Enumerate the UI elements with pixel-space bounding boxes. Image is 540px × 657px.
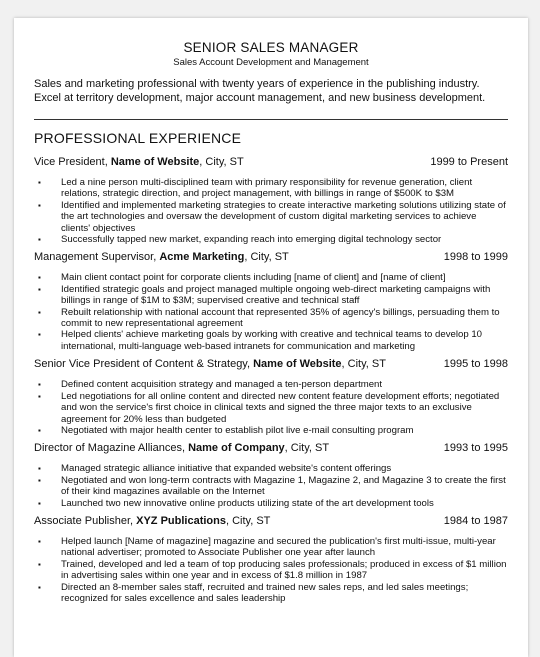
job-location: , City, ST	[199, 156, 244, 168]
bullet-text: Defined content acquisition strategy and managed a ten-person department	[61, 379, 383, 391]
bullet-item	[34, 536, 508, 559]
job-company: Name of Company	[188, 442, 285, 455]
job-position	[34, 441, 329, 455]
bullet-text: Identified and implemented marketing strategies to create interactive marketing solutions utilizing state of the art technologies and oversaw the development of custom digital marketing services to achieve clients' objectives	[61, 199, 506, 234]
bullet-item	[34, 177, 508, 200]
job-dates: 1999 to Present	[430, 156, 508, 168]
job-company: Acme Marketing	[159, 251, 245, 264]
bullet-item	[34, 391, 508, 425]
bullet-square-icon: ▪	[38, 284, 41, 294]
job-header	[34, 441, 508, 455]
job-location: , City, ST	[225, 514, 271, 527]
bullet-text: Successfully tapped new market, expanding reach into emerging digital technology sector	[61, 234, 442, 246]
bullet-item	[34, 200, 508, 234]
job-header	[34, 357, 508, 371]
job-bullet-list	[34, 272, 508, 352]
bullet-square-icon: ▪	[38, 582, 41, 592]
bullet-item	[34, 379, 508, 390]
job-dates: 1984 to 1987	[443, 514, 508, 527]
job-position	[34, 357, 386, 371]
section-title: PROFESSIONAL EXPERIENCE	[34, 130, 242, 146]
bullet-square-icon: ▪	[38, 200, 41, 210]
job-title: Vice President,	[34, 156, 111, 168]
bullet-text: Negotiated with major health center to establish pilot live e-mail consulting program	[61, 424, 414, 436]
bullet-text: Main client contact point for corporate clients including [name of client] and [name of client]	[61, 272, 446, 284]
bullet-text: Launched two new innovative online products utilizing state of the art development tools	[61, 497, 434, 509]
bullet-text: Negotiated and won long-term contracts with Magazine 1, Magazine 2, and Magazine 3 to create the first of their kind magazines available on the Internet	[61, 474, 506, 498]
bullet-item	[34, 307, 508, 330]
section-divider	[34, 119, 508, 120]
job-position	[34, 514, 270, 528]
job-entry	[34, 441, 508, 509]
bullet-item	[34, 475, 508, 498]
bullet-square-icon: ▪	[38, 391, 41, 401]
bullet-item	[34, 234, 508, 245]
bullet-item	[34, 463, 508, 474]
bullet-square-icon: ▪	[38, 559, 41, 569]
job-bullet-list	[34, 177, 508, 245]
bullet-text: Directed an 8-member sales staff, recruited and trained new sales reps, and led sales meetings; recognized for sales excellence and sales leadership	[61, 581, 469, 604]
resume-name: SENIOR SALES MANAGER	[183, 40, 359, 55]
job-company: Name of Website	[253, 358, 342, 371]
bullet-text: Helped launch [Name of magazine] magazine and secured the publication's first multi-issue, multi-year national advertiser; promoted to Associate Publisher one year after launch	[61, 535, 496, 559]
resume-content	[34, 40, 508, 604]
bullet-square-icon: ▪	[38, 464, 41, 474]
job-bullet-list	[34, 463, 508, 509]
bullet-item	[34, 329, 508, 352]
resume-page	[14, 18, 528, 657]
bullet-text: Helped clients' achieve marketing goals by working with creative and technical teams to develop 10 international, multi-language web-based intranets for communication and marketing	[61, 329, 482, 352]
bullet-text: Led negotiations for all online content and directed new content feature development efforts; negotiated and won the service's first choice in clinical texts and signed the three major texts to an exclusive agreement for 20% less than budgeted	[61, 390, 500, 425]
job-bullet-list	[34, 536, 508, 604]
bullet-square-icon: ▪	[38, 536, 41, 546]
job-dates: 1998 to 1999	[443, 251, 508, 264]
bullet-square-icon: ▪	[38, 498, 41, 508]
job-bullet-list	[34, 379, 508, 436]
job-entry	[34, 155, 508, 245]
job-dates: 1995 to 1998	[443, 358, 508, 371]
job-location: , City, ST	[341, 358, 386, 371]
job-title: Management Supervisor,	[34, 251, 160, 264]
job-company: Name of Website	[110, 156, 200, 168]
bullet-square-icon: ▪	[38, 273, 41, 283]
job-header	[34, 514, 508, 528]
job-location: , City, ST	[244, 251, 289, 264]
job-dates: 1993 to 1995	[443, 442, 508, 455]
bullet-item	[34, 559, 508, 582]
job-entry	[34, 514, 508, 604]
job-position	[34, 250, 289, 264]
bullet-square-icon: ▪	[38, 475, 41, 485]
bullet-text: Trained, developed and led a team of top producing sales professionals; produced in excess of $1 million in advertising sales within one year and in excess of $1.8 million in 1987	[61, 558, 507, 582]
bullet-text: Rebuilt relationship with national account that represented 35% of agency's billings, persuading them to commit to new representational agreement	[61, 306, 500, 330]
bullet-item	[34, 425, 508, 436]
bullet-square-icon: ▪	[38, 380, 41, 390]
job-location: , City, ST	[284, 442, 330, 455]
bullet-square-icon: ▪	[38, 330, 41, 340]
job-title: Director of Magazine Alliances,	[34, 442, 189, 455]
bullet-square-icon: ▪	[38, 178, 41, 187]
bullet-item	[34, 498, 508, 509]
bullet-square-icon: ▪	[38, 235, 41, 245]
job-company: XYZ Publications	[136, 514, 226, 527]
job-entry	[34, 250, 508, 352]
bullet-square-icon: ▪	[38, 307, 41, 317]
bullet-item	[34, 284, 508, 307]
bullet-item	[34, 582, 508, 605]
bullet-item	[34, 272, 508, 283]
job-header	[34, 250, 508, 264]
bullet-text: Managed strategic alliance initiative that expanded website's content offerings	[61, 463, 392, 475]
experience-list	[34, 155, 508, 604]
job-title: Senior Vice President of Content & Strategy,	[34, 358, 254, 371]
job-header	[34, 155, 508, 169]
job-entry	[34, 357, 508, 436]
job-title: Associate Publisher,	[34, 514, 137, 527]
resume-subtitle: Sales Account Development and Management	[173, 57, 369, 68]
job-position	[34, 155, 244, 169]
bullet-text: Led a nine person multi-disciplined team with primary responsibility for revenue generation, client relations, strategic direction, and project management, with billings in range of $500K to $3M	[61, 177, 473, 200]
bullet-text: Identified strategic goals and project managed multiple ongoing web-direct marketing campaigns with billings in range of $1M to $3M; supervised creative and technical staff	[61, 283, 491, 307]
bullet-square-icon: ▪	[38, 425, 41, 435]
summary-paragraph: Sales and marketing professional with twenty years of experience in the publishing industry. Excel at territory development, major account management, and new business development.	[34, 78, 486, 104]
